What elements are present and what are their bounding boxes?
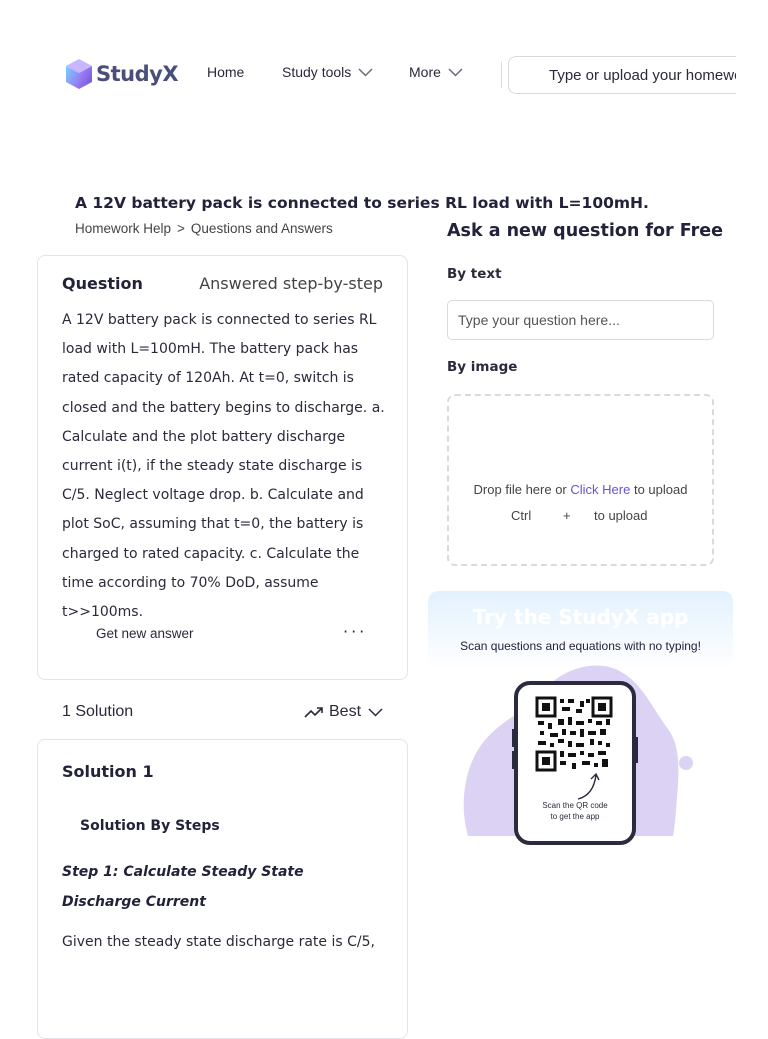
sort-label: Best: [329, 703, 362, 720]
question-label: Question: [62, 274, 143, 293]
step-1-body: Given the steady state discharge rate is C/5,: [62, 934, 375, 950]
page-title: A 12V battery pack is connected to series RL load with L=100mH.: [75, 194, 649, 212]
question-status: Answered step-by-step: [199, 274, 383, 293]
drop-suffix: to upload: [630, 482, 688, 497]
sort-dropdown[interactable]: [304, 703, 383, 721]
phone-caption-1: Scan the QR code: [542, 801, 608, 810]
drop-prefix: Drop file here or: [473, 482, 571, 497]
chevron-down-icon: [368, 708, 383, 717]
app-promo-subtitle: Scan questions and equations with no typing!: [460, 639, 701, 653]
solution-count: 1 Solution: [62, 703, 134, 720]
nav-home[interactable]: [207, 64, 244, 80]
question-input[interactable]: [447, 300, 714, 340]
nav-more-label: More: [409, 64, 441, 80]
trending-up-icon: [304, 705, 324, 719]
get-new-answer-button[interactable]: Get new answer: [96, 626, 194, 641]
ctrl-key-label: Ctrl: [511, 508, 532, 523]
app-promo-title: Try the StudyX app: [472, 605, 689, 629]
solution-card: [37, 739, 408, 1039]
drop-instructions: [449, 482, 712, 497]
nav-divider: [501, 62, 502, 88]
question-text: A 12V battery pack is connected to series RL load with L=100mH. The battery pack has rated capacity of 120Ah. At t=0, switch is closed and the battery begins to discharge. a. Calculate and the plot battery discharge current i(t), if the steady state discharge is C/5. Neglect voltage drop. b. Calculate and plot SoC, assuming that t=0, the battery is charged to rated capacity. c. Calculate the time according to 70% DoD, assume t>>100ms.: [62, 312, 385, 621]
breadcrumb-separator: >: [177, 221, 185, 236]
more-options-icon[interactable]: ···: [343, 622, 368, 641]
qr-code-icon: [536, 697, 612, 771]
nav-home-label: Home: [207, 64, 245, 80]
top-header: [0, 0, 768, 150]
nav-more[interactable]: [409, 64, 463, 80]
step-1-heading: Step 1: Calculate Steady State Discharge Current: [62, 864, 304, 910]
to-upload-label: to upload: [594, 508, 648, 523]
paste-shortcut-hint: [511, 508, 648, 523]
phone-caption-2: to get the app: [550, 812, 600, 821]
nav-study-tools-label: Study tools: [282, 64, 352, 80]
phone-qr-illustration: [428, 651, 733, 836]
image-dropzone[interactable]: [447, 394, 714, 566]
breadcrumb-homework-help[interactable]: Homework Help: [75, 221, 172, 236]
nav-study-tools[interactable]: [282, 64, 373, 80]
solution-steps-heading: Solution By Steps: [80, 818, 220, 834]
chevron-down-icon: [358, 68, 373, 77]
studyx-logo[interactable]: [64, 58, 178, 90]
search-input[interactable]: [509, 57, 736, 93]
breadcrumb: [75, 221, 333, 236]
search-box[interactable]: [508, 56, 736, 94]
ask-question-title: Ask a new question for Free: [447, 221, 723, 241]
breadcrumb-questions-answers[interactable]: Questions and Answers: [190, 221, 333, 236]
question-card: [37, 255, 408, 680]
chevron-down-icon: [448, 68, 463, 77]
app-promo-banner[interactable]: [428, 591, 733, 836]
by-text-label: By text: [447, 266, 502, 282]
plus-label: +: [563, 508, 571, 523]
by-image-label: By image: [447, 359, 518, 375]
studyx-cube-icon: [64, 58, 94, 90]
click-here-link[interactable]: Click Here: [570, 482, 631, 497]
logo-wordmark: StudyX: [96, 62, 179, 86]
solution-title: Solution 1: [62, 762, 154, 781]
